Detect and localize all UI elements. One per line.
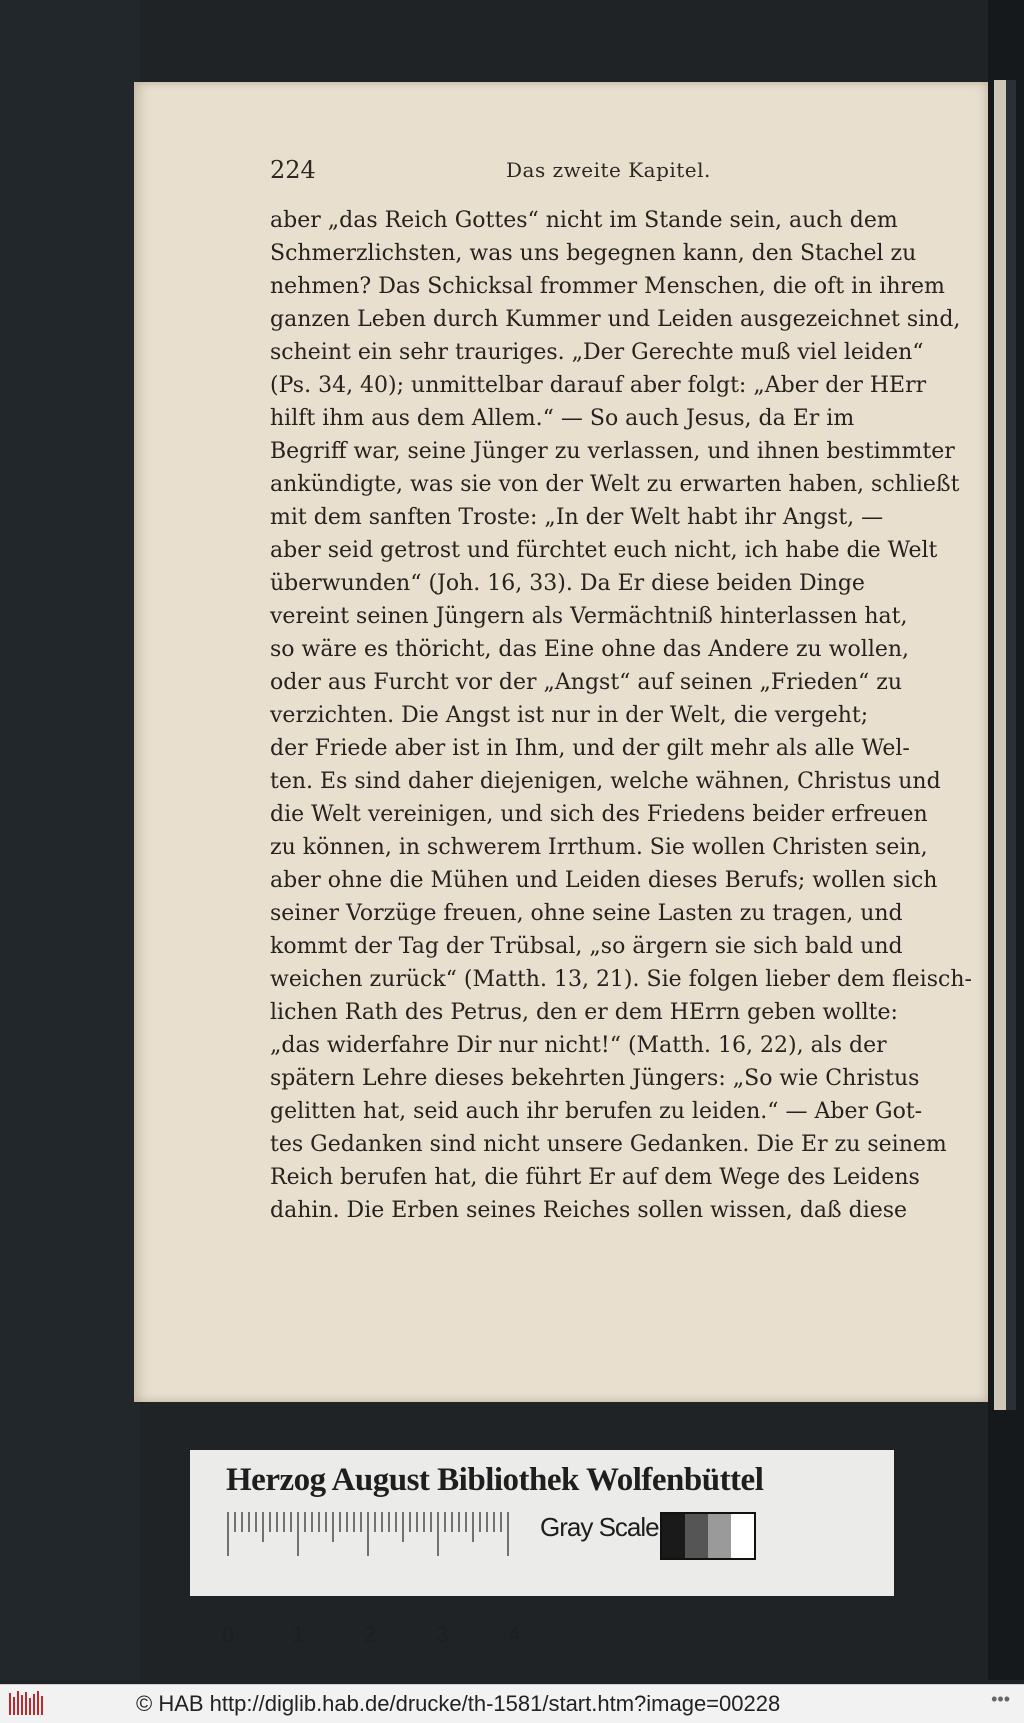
copyright-url: © HAB http://diglib.hab.de/drucke/th-1581/start.htm?image=00228 <box>136 1691 781 1716</box>
more-options-button[interactable]: ••• <box>991 1689 1010 1709</box>
text-line: tes Gedanken sind nicht unsere Gedanken. Die Er zu seinem <box>270 1132 947 1157</box>
text-line: „das widerfahre Dir nur nicht!“ (Matth. 16, 22), als der <box>270 1033 887 1058</box>
ruler-label: 4 <box>508 1622 521 1647</box>
text-line: ten. Es sind daher diejenigen, welche wähnen, Christus und <box>270 769 941 794</box>
text-line: verzichten. Die Angst ist nur in der Welt, die vergeht; <box>270 703 869 728</box>
text-line: zu können, in schwerem Irrthum. Sie wollen Christen sein, <box>270 835 928 860</box>
text-line: überwunden“ (Joh. 16, 33). Da Er diese beiden Dinge <box>270 571 865 596</box>
text-line: Schmerzlichsten, was uns begegnen kann, den Stachel zu <box>270 241 917 266</box>
ruler-label: 3 <box>436 1622 449 1647</box>
text-line: dahin. Die Erben seines Reiches sollen wissen, daß diese <box>270 1198 908 1223</box>
text-line: Begriff war, seine Jünger zu verlassen, und ihnen bestimmter <box>270 439 955 464</box>
text-line: so wäre es thöricht, das Eine ohne das Andere zu wollen, <box>270 637 910 662</box>
calibration-card <box>190 1450 894 1647</box>
text-line: oder aus Furcht vor der „Angst“ auf seinen „Frieden“ zu <box>270 670 903 695</box>
text-line: seiner Vorzüge freuen, ohne seine Lasten zu tragen, und <box>270 901 903 926</box>
ruler-ticks <box>226 1510 516 1556</box>
scan-background-left <box>0 0 140 1680</box>
text-line: vereint seinen Jüngern als Vermächtniß hinterlassen hat, <box>270 604 908 629</box>
text-line: nehmen? Das Schicksal frommer Menschen, die oft in ihrem <box>270 274 945 299</box>
text-line: aber seid getrost und fürchtet euch nicht, ich habe die Welt <box>270 538 938 563</box>
page-header <box>270 156 830 196</box>
page-number: 224 <box>270 156 316 184</box>
text-line: lichen Rath des Petrus, den er dem HErrn geben wollte: <box>270 1000 898 1025</box>
footer-bar <box>0 1684 1024 1723</box>
running-head: Das zweite Kapitel. <box>506 158 711 182</box>
grayscale-swatch <box>685 1514 708 1558</box>
text-line: spätern Lehre dieses bekehrten Jüngers: „So wie Christus <box>270 1066 920 1091</box>
text-line: mit dem sanften Troste: „In der Welt habt ihr Angst, — <box>270 505 884 530</box>
text-line: gelitten hat, seid auch ihr berufen zu leiden.“ — Aber Got- <box>270 1099 923 1124</box>
grayscale-swatch <box>662 1514 685 1558</box>
book-next-page-edge <box>994 80 1006 1410</box>
text-line: ankündigte, was sie von der Welt zu erwarten haben, schließt <box>270 472 960 497</box>
grayscale-label: Gray Scale <box>540 1512 659 1542</box>
text-line: Reich berufen hat, die führt Er auf dem Wege des Leidens <box>270 1165 920 1190</box>
hab-logo-icon <box>8 1689 48 1719</box>
text-line: scheint ein sehr trauriges. „Der Gerechte muß viel leiden“ <box>270 340 924 365</box>
text-line: die Welt vereinigen, und sich des Friedens beider erfreuen <box>270 802 928 827</box>
library-name: Herzog August Bibliothek Wolfenbüttel <box>226 1462 764 1498</box>
ruler-label: 1 <box>292 1622 305 1647</box>
text-line: kommt der Tag der Trübsal, „so ärgern sie sich bald und <box>270 934 903 959</box>
ruler-label: 0 <box>222 1622 235 1647</box>
grayscale-swatch <box>708 1514 731 1558</box>
book-page <box>134 82 988 1402</box>
grayscale-swatch <box>731 1514 754 1558</box>
text-line: (Ps. 34, 40); unmittelbar darauf aber folgt: „Aber der HErr <box>270 373 927 398</box>
text-line: ganzen Leben durch Kummer und Leiden ausgezeichnet sind, <box>270 307 961 332</box>
body-text <box>270 204 972 1227</box>
text-line: aber „das Reich Gottes“ nicht im Stande sein, auch dem <box>270 208 898 233</box>
text-line: weichen zurück“ (Matth. 13, 21). Sie folgen lieber dem fleisch- <box>270 967 972 992</box>
ruler-label: 2 <box>364 1622 377 1647</box>
scale-ruler <box>222 1510 521 1647</box>
grayscale-swatches <box>660 1512 756 1560</box>
text-line: hilft ihm aus dem Allem.“ — So auch Jesus, da Er im <box>270 406 855 431</box>
text-line: der Friede aber ist in Ihm, und der gilt mehr als alle Wel- <box>270 736 910 761</box>
book-spine-edge <box>1006 80 1016 1410</box>
text-line: aber ohne die Mühen und Leiden dieses Berufs; wollen sich <box>270 868 938 893</box>
